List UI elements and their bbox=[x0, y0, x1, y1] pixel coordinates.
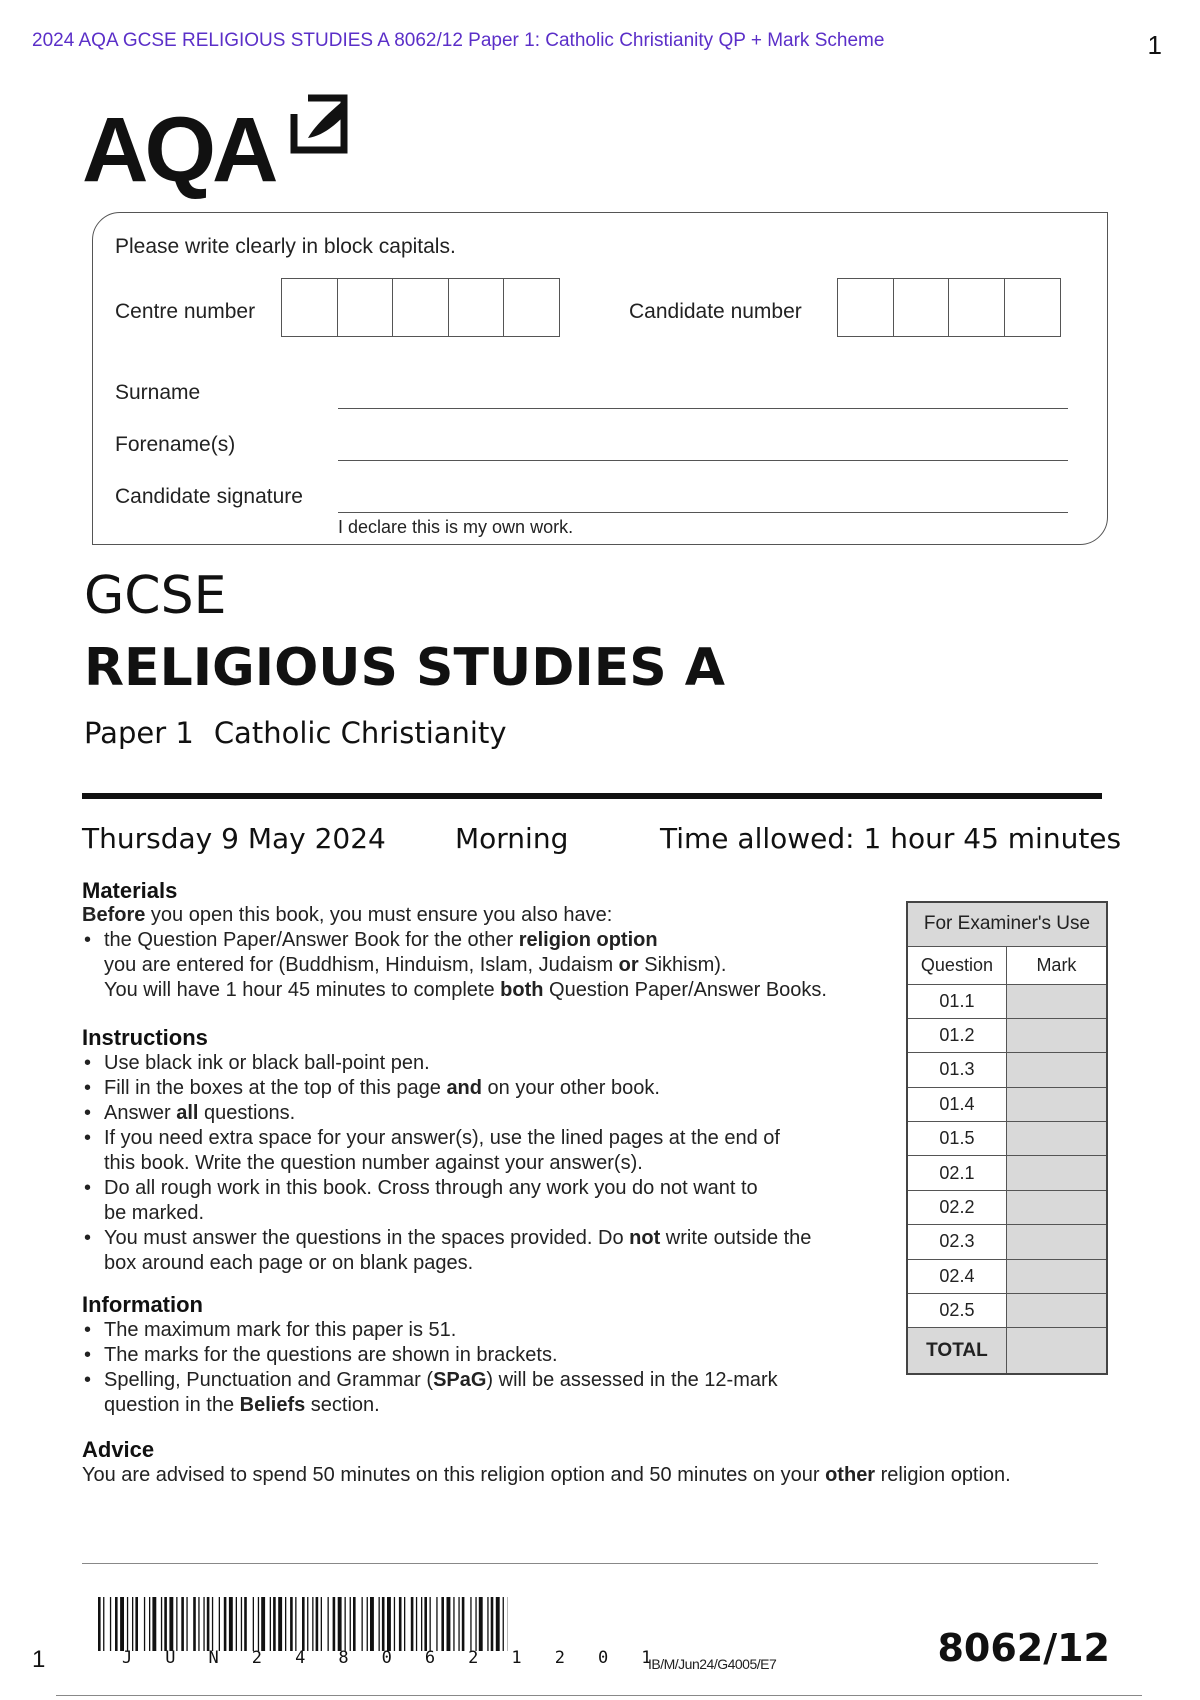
barcode-bar bbox=[149, 1597, 150, 1651]
total-label-cell: TOTAL bbox=[907, 1328, 1006, 1374]
mark-cell[interactable] bbox=[1006, 984, 1107, 1018]
materials-intro bbox=[82, 903, 612, 928]
candidate-number-digit[interactable] bbox=[837, 278, 894, 337]
barcode-bar bbox=[404, 1597, 405, 1651]
barcode-bar bbox=[353, 1597, 356, 1651]
exam-time-allowed: Time allowed: 1 hour 45 minutes bbox=[660, 822, 1122, 855]
table-row bbox=[907, 1122, 1107, 1156]
signature-label: Candidate signature bbox=[115, 485, 303, 508]
instruction-item: • Answer all questions. bbox=[82, 1101, 811, 1126]
question-number-cell: 02.4 bbox=[907, 1259, 1006, 1293]
information-list bbox=[82, 1318, 778, 1418]
barcode-bar bbox=[224, 1597, 227, 1651]
advice-text: You are advised to spend 50 minutes on this religion option and 50 minutes on your other religion option. bbox=[82, 1464, 1011, 1486]
paper-number: Paper 1 bbox=[84, 716, 194, 750]
aqa-logo-wordmark: AQA bbox=[82, 99, 275, 201]
barcode-bar bbox=[241, 1597, 242, 1651]
barcode-bar bbox=[169, 1597, 173, 1651]
forenames-line[interactable] bbox=[338, 460, 1068, 461]
barcode-bar bbox=[278, 1597, 282, 1651]
candidate-details-box bbox=[92, 212, 1108, 545]
barcode-bar bbox=[458, 1597, 459, 1651]
paper-reference: IB/M/Jun24/G4005/E7 bbox=[648, 1656, 777, 1672]
centre-number-digit[interactable] bbox=[281, 278, 338, 337]
barcode-bar bbox=[475, 1597, 476, 1651]
barcode-bar bbox=[285, 1597, 286, 1651]
mark-cell[interactable] bbox=[1006, 1087, 1107, 1121]
materials-intro-bold: Before bbox=[82, 904, 146, 926]
mark-cell[interactable] bbox=[1006, 1294, 1107, 1328]
table-row bbox=[907, 1294, 1107, 1328]
barcode-bar bbox=[164, 1597, 167, 1651]
barcode-bar bbox=[203, 1597, 204, 1651]
table-row bbox=[907, 1087, 1107, 1121]
centre-number-digit[interactable] bbox=[503, 278, 560, 337]
barcode-bar bbox=[290, 1597, 293, 1651]
barcode-bar bbox=[338, 1597, 342, 1651]
barcode-bar bbox=[295, 1597, 296, 1651]
candidate-number-boxes[interactable] bbox=[837, 278, 1059, 337]
mark-cell[interactable] bbox=[1006, 1018, 1107, 1052]
aqa-leaf-icon bbox=[288, 94, 348, 156]
instruction-item: • You must answer the questions in the spaces provided. Do not write outside the box around each page or on blank pages. bbox=[82, 1226, 811, 1276]
question-number-cell: 01.5 bbox=[907, 1122, 1006, 1156]
question-number-cell: 01.2 bbox=[907, 1018, 1006, 1052]
centre-number-digit[interactable] bbox=[337, 278, 394, 337]
paper-code: 8062/12 bbox=[937, 1626, 1110, 1670]
instruction-item: • Do all rough work in this book. Cross through any work you do not want to be marked. bbox=[82, 1176, 811, 1226]
barcode-bar bbox=[212, 1597, 213, 1651]
barcode-bar bbox=[430, 1597, 431, 1651]
barcode-bar bbox=[479, 1597, 483, 1651]
mark-cell[interactable] bbox=[1006, 1259, 1107, 1293]
forenames-label: Forename(s) bbox=[115, 433, 236, 456]
question-number-cell: 02.2 bbox=[907, 1190, 1006, 1224]
barcode-bar bbox=[258, 1597, 259, 1651]
barcode-bar bbox=[144, 1597, 145, 1651]
barcode-bar bbox=[496, 1597, 500, 1651]
barcode-bar bbox=[110, 1597, 111, 1651]
mark-cell[interactable] bbox=[1006, 1122, 1107, 1156]
examiners-use-table bbox=[906, 901, 1108, 1375]
advice-heading: Advice bbox=[82, 1437, 155, 1462]
instruction-item: • Fill in the boxes at the top of this page and on your other book. bbox=[82, 1076, 811, 1101]
subject-title: RELIGIOUS STUDIES A bbox=[84, 638, 726, 698]
barcode-bar bbox=[312, 1597, 313, 1651]
barcode-bar bbox=[387, 1597, 391, 1651]
barcode-bar bbox=[453, 1597, 454, 1651]
barcode-bar bbox=[207, 1597, 210, 1651]
materials-heading: Materials bbox=[82, 878, 178, 903]
mark-cell[interactable] bbox=[1006, 1190, 1107, 1224]
materials-continuation: you are entered for (Buddhism, Hinduism, Islam, Judaism or Sikhism). You will have 1 hour 45 minutes to complete both Question Paper/Answer Books. bbox=[104, 954, 827, 1001]
surname-label: Surname bbox=[115, 381, 201, 404]
barcode-bar bbox=[416, 1597, 417, 1651]
candidate-number-digit[interactable] bbox=[893, 278, 950, 337]
instructions-list bbox=[82, 1051, 811, 1276]
document-header-title: 2024 AQA GCSE RELIGIOUS STUDIES A 8062/12 Paper 1: Catholic Christianity QP + Mark Scheme bbox=[32, 30, 885, 51]
question-column-header: Question bbox=[907, 946, 1006, 984]
candidate-number-digit[interactable] bbox=[948, 278, 1005, 337]
barcode-bar bbox=[411, 1597, 414, 1651]
barcode-bar bbox=[127, 1597, 128, 1651]
barcode-bar bbox=[441, 1597, 444, 1651]
materials-list bbox=[82, 928, 658, 953]
barcode bbox=[98, 1597, 508, 1651]
aqa-logo bbox=[82, 92, 352, 201]
mark-cell[interactable] bbox=[1006, 1225, 1107, 1259]
barcode-bar bbox=[491, 1597, 494, 1651]
instruction-item: • If you need extra space for your answer(s), use the lined pages at the end of this book. Write the question number against your answer(s). bbox=[82, 1126, 811, 1176]
footer-divider bbox=[82, 1563, 1098, 1564]
barcode-bar bbox=[302, 1597, 305, 1651]
total-row bbox=[907, 1328, 1107, 1374]
barcode-bar bbox=[350, 1597, 351, 1651]
barcode-digits: J U N 2 4 8 0 6 2 1 2 0 1 bbox=[122, 1648, 663, 1668]
barcode-bar bbox=[345, 1597, 346, 1651]
bottom-divider bbox=[56, 1695, 1142, 1696]
barcode-bar bbox=[382, 1597, 385, 1651]
question-number-cell: 01.1 bbox=[907, 984, 1006, 1018]
barcode-bar bbox=[98, 1597, 101, 1651]
exam-date: Thursday 9 May 2024 bbox=[82, 822, 386, 855]
barcode-bar bbox=[198, 1597, 199, 1651]
paper-component bbox=[84, 716, 527, 750]
total-mark-cell[interactable] bbox=[1006, 1328, 1107, 1374]
materials-intro-text: you open this book, you must ensure you also have: bbox=[145, 904, 613, 926]
barcode-bar bbox=[362, 1597, 363, 1651]
candidate-number-label: Candidate number bbox=[629, 300, 802, 323]
barcode-bar bbox=[219, 1597, 220, 1651]
examiners-use-title: For Examiner's Use bbox=[907, 902, 1107, 946]
barcode-bar bbox=[436, 1597, 437, 1651]
barcode-bar bbox=[370, 1597, 374, 1651]
table-row bbox=[907, 1018, 1107, 1052]
barcode-bar bbox=[229, 1597, 233, 1651]
centre-number-digit[interactable] bbox=[392, 278, 449, 337]
barcode-bar bbox=[421, 1597, 422, 1651]
centre-number-boxes[interactable] bbox=[281, 278, 559, 337]
barcode-bar bbox=[273, 1597, 276, 1651]
question-number-cell: 02.1 bbox=[907, 1156, 1006, 1190]
barcode-bar bbox=[176, 1597, 177, 1651]
document-page-number: 1 bbox=[1147, 30, 1162, 60]
information-item: • The maximum mark for this paper is 51. bbox=[82, 1318, 778, 1343]
barcode-bar bbox=[379, 1597, 380, 1651]
question-number-cell: 02.5 bbox=[907, 1294, 1006, 1328]
barcode-bar bbox=[321, 1597, 322, 1651]
barcode-bar bbox=[244, 1597, 247, 1651]
barcode-bar bbox=[367, 1597, 368, 1651]
barcode-bar bbox=[333, 1597, 336, 1651]
barcode-bar bbox=[424, 1597, 427, 1651]
barcode-bar bbox=[236, 1597, 237, 1651]
barcode-bar bbox=[161, 1597, 162, 1651]
barcode-bar bbox=[115, 1597, 118, 1651]
table-row bbox=[907, 984, 1107, 1018]
barcode-bar bbox=[394, 1597, 395, 1651]
barcode-bar bbox=[152, 1597, 156, 1651]
qualification-level: GCSE bbox=[84, 566, 227, 626]
question-number-cell: 02.3 bbox=[907, 1225, 1006, 1259]
barcode-bar bbox=[186, 1597, 187, 1651]
exam-session: Morning bbox=[455, 822, 569, 855]
barcode-bar bbox=[261, 1597, 265, 1651]
table-row bbox=[907, 1225, 1107, 1259]
mark-cell[interactable] bbox=[1006, 1156, 1107, 1190]
information-heading: Information bbox=[82, 1292, 203, 1317]
block-capitals-instruction: Please write clearly in block capitals. bbox=[115, 235, 456, 258]
barcode-bar bbox=[462, 1597, 465, 1651]
barcode-bar bbox=[181, 1597, 184, 1651]
instructions-heading: Instructions bbox=[82, 1025, 208, 1050]
barcode-bar bbox=[120, 1597, 124, 1651]
materials-item: • the Question Paper/Answer Book for the other religion option bbox=[82, 928, 658, 953]
barcode-bar bbox=[503, 1597, 504, 1651]
table-row bbox=[907, 1190, 1107, 1224]
barcode-bar bbox=[307, 1597, 308, 1651]
barcode-bar bbox=[270, 1597, 271, 1651]
centre-number-digit[interactable] bbox=[448, 278, 505, 337]
barcode-bar bbox=[316, 1597, 319, 1651]
barcode-bar bbox=[253, 1597, 254, 1651]
information-item: • Spelling, Punctuation and Grammar (SPaG) will be assessed in the 12-mark question in the Beliefs section. bbox=[82, 1368, 778, 1418]
instruction-item: • Use black ink or black ball-point pen. bbox=[82, 1051, 811, 1076]
paper-religion: Catholic Christianity bbox=[213, 716, 507, 750]
barcode-bar bbox=[103, 1597, 104, 1651]
signature-line[interactable] bbox=[338, 512, 1068, 513]
surname-line[interactable] bbox=[338, 408, 1068, 409]
table-row bbox=[907, 1259, 1107, 1293]
barcode-bar bbox=[487, 1597, 488, 1651]
question-number-cell: 01.4 bbox=[907, 1087, 1006, 1121]
footer-page-number: 1 bbox=[32, 1646, 46, 1673]
barcode-bar bbox=[447, 1597, 451, 1651]
barcode-bar bbox=[135, 1597, 138, 1651]
information-item: • The marks for the questions are shown in brackets. bbox=[82, 1343, 778, 1368]
candidate-number-digit[interactable] bbox=[1004, 278, 1061, 337]
barcode-bar bbox=[132, 1597, 133, 1651]
mark-column-header: Mark bbox=[1006, 946, 1107, 984]
barcode-bar bbox=[470, 1597, 471, 1651]
centre-number-label: Centre number bbox=[115, 300, 256, 323]
title-divider bbox=[82, 793, 1102, 799]
question-number-cell: 01.3 bbox=[907, 1053, 1006, 1087]
barcode-bar bbox=[193, 1597, 196, 1651]
table-row bbox=[907, 1053, 1107, 1087]
own-work-declaration: I declare this is my own work. bbox=[338, 517, 574, 537]
barcode-bar bbox=[328, 1597, 329, 1651]
table-row bbox=[907, 1156, 1107, 1190]
barcode-bar bbox=[399, 1597, 402, 1651]
mark-cell[interactable] bbox=[1006, 1053, 1107, 1087]
